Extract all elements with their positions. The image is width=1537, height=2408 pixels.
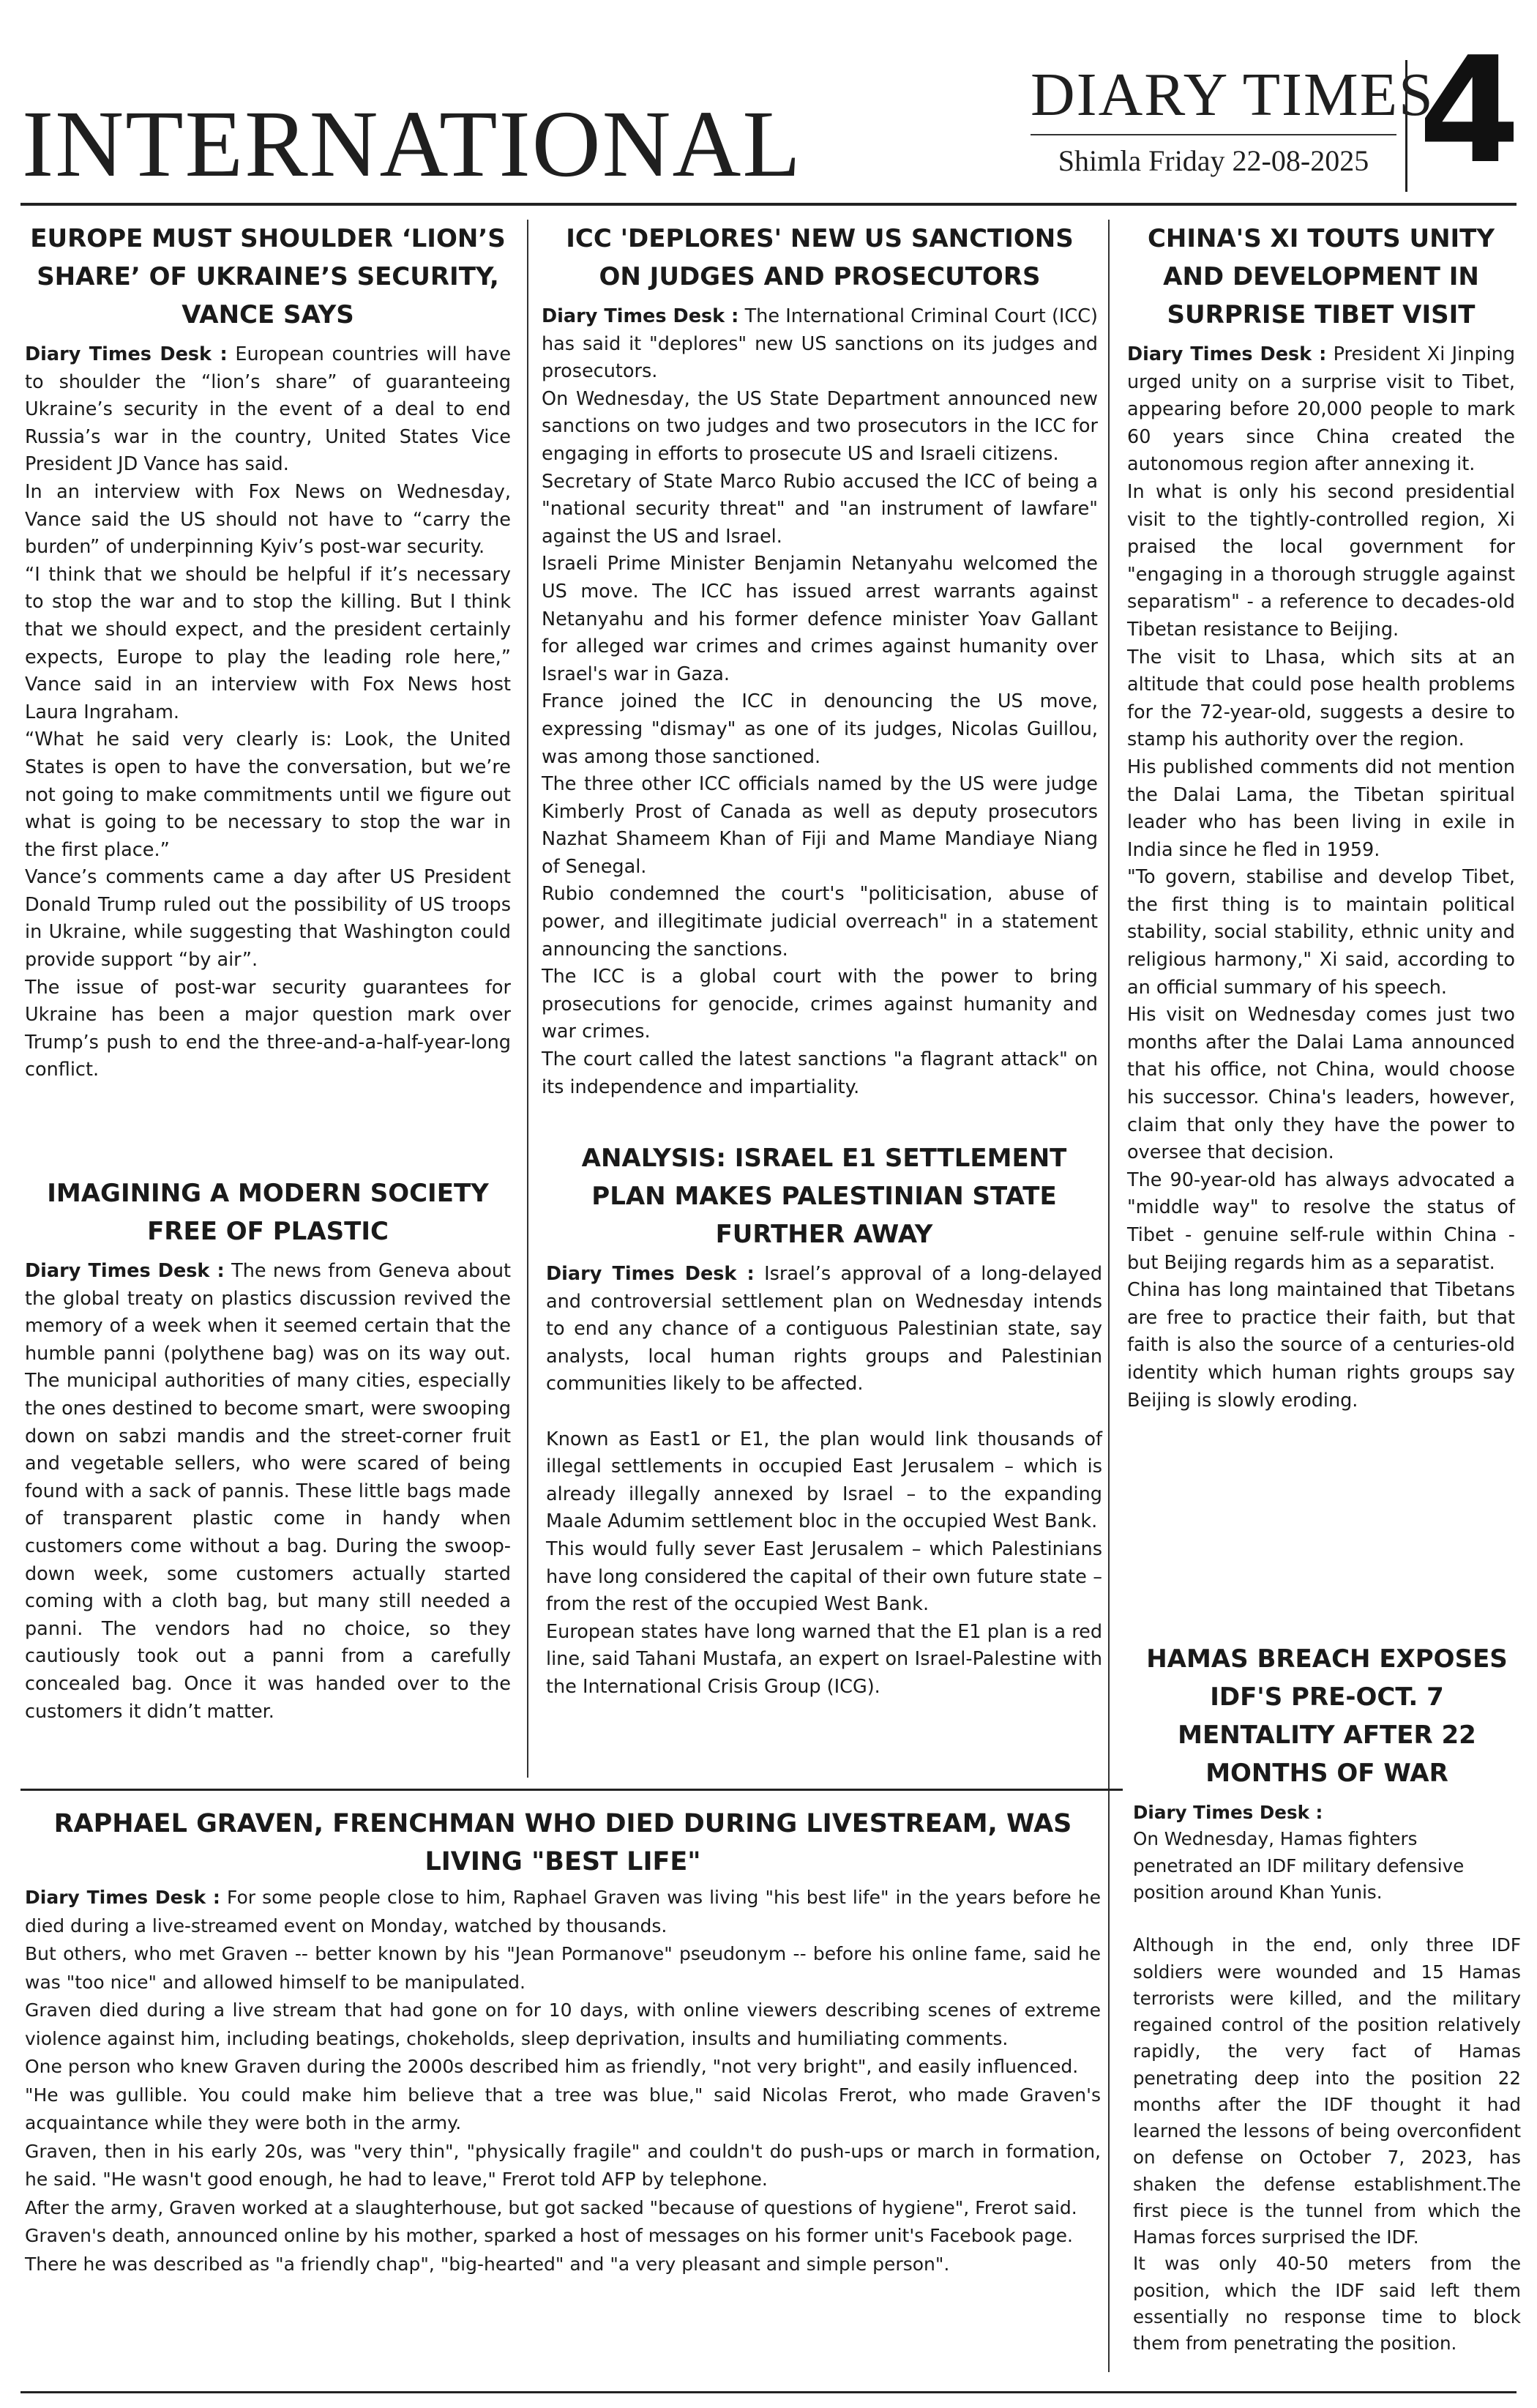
- article-hamas-breach: [1133, 1640, 1521, 2357]
- paragraph-gap: [546, 1398, 1102, 1426]
- paragraph: His visit on Wednesday comes just two months after the Dalai Lama announced that his office, not China, would choose his successor. China's leaders, however, claim that only they have the power to oversee that decision.: [1127, 1004, 1515, 1164]
- article-e1-settlement: [546, 1139, 1102, 1701]
- paragraph: The ICC is a global court with the power to bring prosecutions for genocide, crimes against humanity and war crimes.: [542, 966, 1098, 1043]
- paragraph: Vance’s comments came a day after US President Donald Trump ruled out the possibility of US troops in Ukraine, while suggesting that Washington could provide support “by air”.: [25, 866, 511, 972]
- paragraph-gap: [1133, 1906, 1521, 1932]
- lead-text: President Xi Jinping urged unity on a surprise visit to Tibet, appearing before 20,000 people to mark 60 years since China created the autonomous region after annexing it.: [1127, 343, 1515, 476]
- paragraph: Rubio condemned the court's "politicisation, abuse of power, and illegitimate judicial overreach" in a statement announcing the sanctions.: [542, 883, 1098, 961]
- article-headline: CHINA'S XI TOUTS UNITY AND DEVELOPMENT IN SURPRISE TIBET VISIT: [1147, 224, 1495, 329]
- lead-text: The International Criminal Court (ICC) has said it "deplores" new US sanctions on its judges and prosecutors.: [542, 305, 1098, 383]
- section-title: INTERNATIONAL: [22, 92, 802, 197]
- paragraph: Israeli Prime Minister Benjamin Netanyahu welcomed the US move. The ICC has issued arrest warrants against Netanyahu and his former defence minister Yoav Gallant for alleged war crimes and crimes against humanity over Israel's war in Gaza.: [542, 553, 1098, 685]
- lower-section-rule: [20, 1789, 1123, 1791]
- paragraph: On Wednesday, the US State Department announced new sanctions on two judges and two prosecutors in the ICC for engaging in efforts to prosecute US and Israeli citizens.: [542, 387, 1098, 465]
- article-body: [546, 1261, 1102, 1701]
- paragraph: The court called the latest sanctions "a flagrant attack" on its independence and impartiality.: [542, 1048, 1098, 1098]
- article-lead: [25, 1258, 511, 1726]
- lead-text: European countries will have to shoulder the “lion’s share” of guaranteeing Ukraine’s security in the event of a deal to end Russia’s war in the country, United States Vice President JD Vance has said.: [25, 343, 512, 476]
- lead-text: For some people close to him, Raphael Graven was living "his best life" in the years before he died during a live-streamed event on Monday, watched by thousands.: [25, 1887, 1101, 1937]
- article-body: [25, 1258, 511, 1726]
- article-lead: [25, 1884, 1101, 1940]
- page-header: [0, 0, 1537, 209]
- page-number: 4: [1418, 26, 1521, 196]
- paragraph: The visit to Lhasa, which sits at an altitude that could pose health problems for the 72-year-old, suggests a desire to stamp his authority over the region.: [1127, 646, 1515, 751]
- article-headline: EUROPE MUST SHOULDER ‘LION’S SHARE’ OF UKRAINE’S SECURITY, VANCE SAYS: [30, 224, 506, 329]
- byline: Diary Times Desk :: [1127, 343, 1327, 365]
- article-graven-livestream: [25, 1805, 1101, 2278]
- paragraph: Known as East1 or E1, the plan would link thousands of illegal settlements in occupied East Jerusalem – which is already illegally annexed by Israel – to the expanding Maale Adumim settlement bloc in the occupied West Bank.: [546, 1428, 1102, 1533]
- paragraph: Although in the end, only three IDF soldiers were wounded and 15 Hamas terrorists were killed, and the military regained control of the position relatively rapidly, the very fact of Hamas penetrating deep into the position 22 months after the IDF thought it had learned the lessons of being overconfident on defense on October 7, 2023, has shaken the defense establishment.The first piece is the tunnel from which the Hamas forces surprised the IDF.: [1133, 1934, 1521, 2248]
- article-lead: [1127, 341, 1515, 479]
- article-headline: RAPHAEL GRAVEN, FRENCHMAN WHO DIED DURING LIVESTREAM, WAS LIVING "BEST LIFE": [53, 1809, 1072, 1876]
- article-body: [542, 303, 1098, 1101]
- column-divider-right: [1108, 220, 1110, 2372]
- article-plastic-free-society: [25, 1174, 511, 1726]
- paragraph: The 90-year-old has always advocated a "middle way" to resolve the status of Tibet - genuine self-rule within China - but Beijing regards him as a separatist.: [1127, 1168, 1515, 1274]
- paragraph: Graven died during a live stream that had gone on for 10 days, with online viewers describing scenes of extreme violence against him, including beatings, chokeholds, sleep deprivation, insults and humiliating comments.: [25, 1999, 1101, 2049]
- paragraph: European states have long warned that the E1 plan is a red line, said Tahani Mustafa, an expert on Israel-Palestine with the International Crisis Group (ICG).: [546, 1620, 1102, 1698]
- paragraph: In an interview with Fox News on Wednesday, Vance said the US should not have to “carry the burden” of underpinning Kyiv’s post-war security.: [25, 480, 511, 559]
- paragraph: China has long maintained that Tibetans are free to practice their faith, but that faith is also the source of a centuries-old identity which human rights groups say Beijing is slowly eroding.: [1127, 1279, 1515, 1412]
- article-lead: [25, 341, 511, 479]
- header-rule: [20, 203, 1517, 206]
- dateline: Shimla Friday 22-08-2025: [1058, 144, 1369, 177]
- byline: Diary Times Desk :: [546, 1263, 755, 1285]
- column-divider-left: [527, 220, 528, 1778]
- paragraph: In what is only his second presidential visit to the tightly-controlled region, Xi praised the local government for "engaging in a thorough struggle against separatism" - a reference to decades-old Tibetan resistance to Beijing.: [1127, 480, 1515, 641]
- article-headline: ICC 'DEPLORES' NEW US SANCTIONS ON JUDGES AND PROSECUTORS: [566, 224, 1074, 291]
- lead-text: The news from Geneva about the global treaty on plastics discussion revived the memory of a week when it seemed certain that the humble panni (polythene bag) was on its way out. The municipal authorities of many cities, especially the ones destined to become smart, were swooping down on sabzi mandis and the street-corner fruit and vegetable sellers, who were scared of being found with a sack of pannis. These little bags made of transparent plastic come in handy when customers come without a bag. During the swoop-down week, some customers actually started coming with a cloth bag, but many still needed a panni. The vendors had no choice, so they cautiously took out a panni from a carefully concealed bag. Once it was handed over to the customers it didn’t matter.: [25, 1260, 511, 1723]
- article-body: [25, 1884, 1101, 2278]
- paragraph: Secretary of State Marco Rubio accused the ICC of being a "national security threat" and "an instrument of lawfare" against the US and Israel.: [542, 470, 1098, 548]
- byline: Diary Times Desk :: [25, 343, 228, 365]
- article-europe-security: [25, 220, 511, 1084]
- article-lead: [546, 1261, 1102, 1398]
- article-headline: ANALYSIS: ISRAEL E1 SETTLEMENT PLAN MAKES PALESTINIAN STATE FURTHER AWAY: [581, 1144, 1067, 1249]
- paragraph: "To govern, stabilise and develop Tibet, the first thing is to maintain political stability, social stability, ethnic unity and religious harmony," Xi said, according to an official summary of his speech.: [1127, 866, 1515, 999]
- paragraph: "He was gullible. You could make him believe that a tree was blue," said Nicolas Frerot, who made Graven's acquaintance while they were both in the army.: [25, 2084, 1101, 2133]
- paragraph: On Wednesday, Hamas fighters penetrated an IDF military defensive position around Khan Yunis.: [1133, 1828, 1465, 1903]
- paragraph: This would fully sever East Jerusalem – which Palestinians have long considered the capital of their own future state – from the rest of the occupied West Bank.: [546, 1537, 1102, 1616]
- article-lead: [542, 303, 1098, 386]
- paragraph: The issue of post-war security guarantees for Ukraine has been a major question mark over Trump’s push to end the three-and-a-half-year-long conflict.: [25, 976, 511, 1081]
- paragraph: Graven, then in his early 20s, was "very thin", "physically fragile" and couldn't do push-ups or march in formation, he said. "He wasn't good enough, he had to leave," Frerot told AFP by telephone.: [25, 2140, 1101, 2190]
- newspaper-masthead: DIARY TIMES: [1031, 61, 1435, 129]
- paragraph: His published comments did not mention the Dalai Lama, the Tibetan spiritual leader who has been living in exile in India since he fled in 1959.: [1127, 756, 1515, 861]
- paragraph: “What he said very clearly is: Look, the United States is open to have the conversation, but we’re not going to make commitments until we figure out what is going to be necessary to stop the war in the first place.”: [25, 728, 511, 861]
- byline: Diary Times Desk :: [542, 305, 739, 327]
- lead-text: Israel’s approval of a long-delayed and controversial settlement plan on Wednesday intends to end any chance of a contiguous Palestinian state, say analysts, local human rights groups and Palestinian communities likely to be affected.: [546, 1263, 1102, 1395]
- paragraph: After the army, Graven worked at a slaughterhouse, but got sacked "because of questions of hygiene", Frerot said.: [25, 2196, 1077, 2218]
- article-body: [25, 341, 511, 1084]
- byline: Diary Times Desk :: [1133, 1802, 1323, 1823]
- paragraph: The three other ICC officials named by the US were judge Kimberly Prost of Canada as well as deputy prosecutors Nazhat Shameem Khan of Fiji and Mame Mandiaye Niang of Senegal.: [542, 773, 1098, 878]
- article-xi-tibet-visit: [1127, 220, 1515, 1414]
- article-body: [1127, 341, 1515, 1414]
- byline: Diary Times Desk :: [25, 1887, 220, 1908]
- paragraph: Graven's death, announced online by his mother, sparked a host of messages on his former unit's Facebook page.: [25, 2225, 1073, 2246]
- article-headline: HAMAS BREACH EXPOSES IDF'S PRE-OCT. 7 MENTALITY AFTER 22 MONTHS OF WAR: [1146, 1644, 1508, 1788]
- page-number-divider: [1405, 60, 1407, 192]
- paragraph: “I think that we should be helpful if it’s necessary to stop the war and to stop the killing. But I think that we should expect, and the president certainly expects, Europe to play the leading role here,” Vance said in an interview with Fox News host Laura Ingraham.: [25, 563, 511, 723]
- article-icc-sanctions: [542, 220, 1098, 1101]
- paragraph: France joined the ICC in denouncing the US move, expressing "dismay" as one of its judges, Nicolas Guillou, was among those sanctioned.: [542, 690, 1098, 768]
- article-headline: IMAGINING A MODERN SOCIETY FREE OF PLASTIC: [47, 1179, 489, 1246]
- byline: Diary Times Desk :: [25, 1260, 225, 1282]
- paragraph: But others, who met Graven -- better known by his "Jean Pormanove" pseudonym -- before his online fame, said he was "too nice" and allowed himself to be manipulated.: [25, 1943, 1101, 1993]
- article-body: [1133, 1800, 1521, 2357]
- paragraph: There he was described as "a friendly chap", "big-hearted" and "a very pleasant and simple person".: [25, 2253, 950, 2275]
- paragraph: One person who knew Graven during the 2000s described him as friendly, "not very bright", and easily influenced.: [25, 2056, 1079, 2077]
- footer-rule: [20, 2391, 1517, 2393]
- paragraph: It was only 40-50 meters from the position, which the IDF said left them essentially no response time to block them from penetrating the position.: [1133, 2253, 1521, 2354]
- masthead-divider: [1031, 134, 1396, 135]
